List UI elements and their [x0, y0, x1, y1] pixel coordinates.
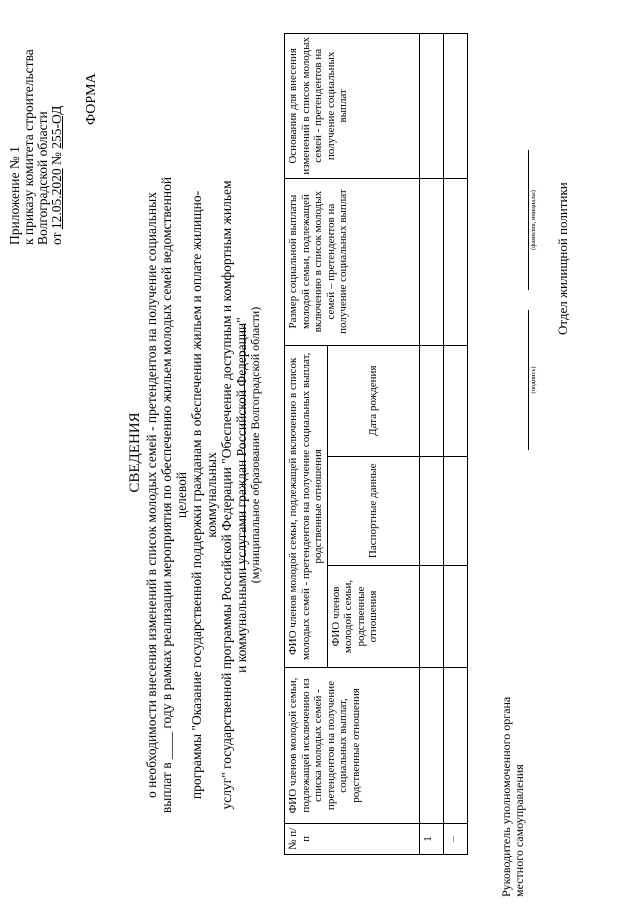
- table-cell: [419, 345, 443, 456]
- appendix-line-2: к приказу комитета строительства: [21, 49, 36, 245]
- form-label: ФОРМА: [84, 73, 99, 125]
- appendix-number: 255-ОД: [49, 105, 64, 149]
- table-cell: [419, 668, 443, 824]
- department-name: Отдел жилищной политики: [555, 182, 570, 335]
- header-number: № п/п: [285, 823, 420, 854]
- name-caption: (фамилия, инициалы): [530, 190, 537, 250]
- document-subtitle: [144, 175, 249, 815]
- table-cell: [443, 456, 467, 565]
- table-cell: [443, 34, 467, 179]
- subheader-fio-members: ФИО членов молодой семьи, родственные отношения: [327, 565, 419, 667]
- signature-line: [528, 310, 529, 450]
- signature-caption: (подпись): [530, 366, 537, 394]
- subheader-birthdate: Дата рождения: [327, 345, 419, 456]
- header-payment-size: Размер социальной выплаты молодой семьи, подлежащей включению в список молодых семей – претендентов на получение социальных выплат: [285, 178, 420, 345]
- subheader-passport: Паспортные данные: [327, 456, 419, 565]
- appendix-line-1: Приложение № 1: [7, 146, 22, 245]
- appendix-number-prefix: №: [49, 148, 64, 169]
- header-fio-exclusion: ФИО членов молодой семьи, подлежащей исключению из списка молодых семей - претендентов на получение социальных выплат, родственные отношения: [285, 668, 420, 824]
- subtitle-line-5: и коммунальными услугами граждан Российской Федерации": [234, 317, 249, 673]
- appendix-line-4: [50, 35, 64, 245]
- municipality-underline: [244, 325, 245, 570]
- document-title: СВЕДЕНИЯ: [127, 412, 143, 493]
- subtitle-line-1: о необходимости внесения изменений в список молодых семей - претендентов на получение социальных: [144, 192, 159, 798]
- subtitle-line-3: программы "Оказание государственной поддержки гражданам в обеспечении жильем и оплате жилищно-коммунальных: [189, 190, 219, 800]
- subtitle-line-4: услуг" государственной программы Российской Федерации "Обеспечение доступным и комфортным жильем: [219, 180, 234, 810]
- table-cell: [419, 456, 443, 565]
- table-cell: [419, 565, 443, 667]
- signature-label-line-1: Руководитель уполномоченного органа: [499, 696, 513, 897]
- appendix-header: [8, 35, 64, 245]
- changes-table: [284, 33, 468, 855]
- signature-label: [500, 597, 526, 897]
- table-cell: [443, 178, 467, 345]
- table-header-row: [285, 34, 328, 855]
- name-line: [528, 150, 529, 290]
- subtitle-line-2: выплат в ____ году в рамках реализации мероприятия по обеспечению жильем молодых семей ведомственной целевой: [159, 176, 189, 814]
- table-cell: [419, 34, 443, 179]
- row-number: ...: [443, 823, 467, 854]
- municipality-caption: (муниципальное образование Волгоградской области): [248, 306, 262, 584]
- table-row: [419, 34, 443, 855]
- table-cell: [443, 345, 467, 456]
- appendix-date-prefix: от: [49, 229, 64, 245]
- table-cell: [419, 178, 443, 345]
- appendix-line-3: Волгоградской области: [35, 111, 50, 245]
- table-cell: [443, 668, 467, 824]
- row-number: 1: [419, 823, 443, 854]
- table-row: [443, 34, 467, 855]
- appendix-date: 12.05.2020: [49, 168, 64, 230]
- header-basis: Основания для внесения изменений в список молодых семей - претендентов на получение социальных выплат: [285, 34, 420, 179]
- table-cell: [443, 565, 467, 667]
- header-fio-inclusion: ФИО членов молодой семьи, подлежащей включению в список молодых семей - претендентов на получение социальных выплат, родственные отношения: [285, 345, 328, 668]
- signature-label-line-2: местного самоуправления: [512, 764, 526, 897]
